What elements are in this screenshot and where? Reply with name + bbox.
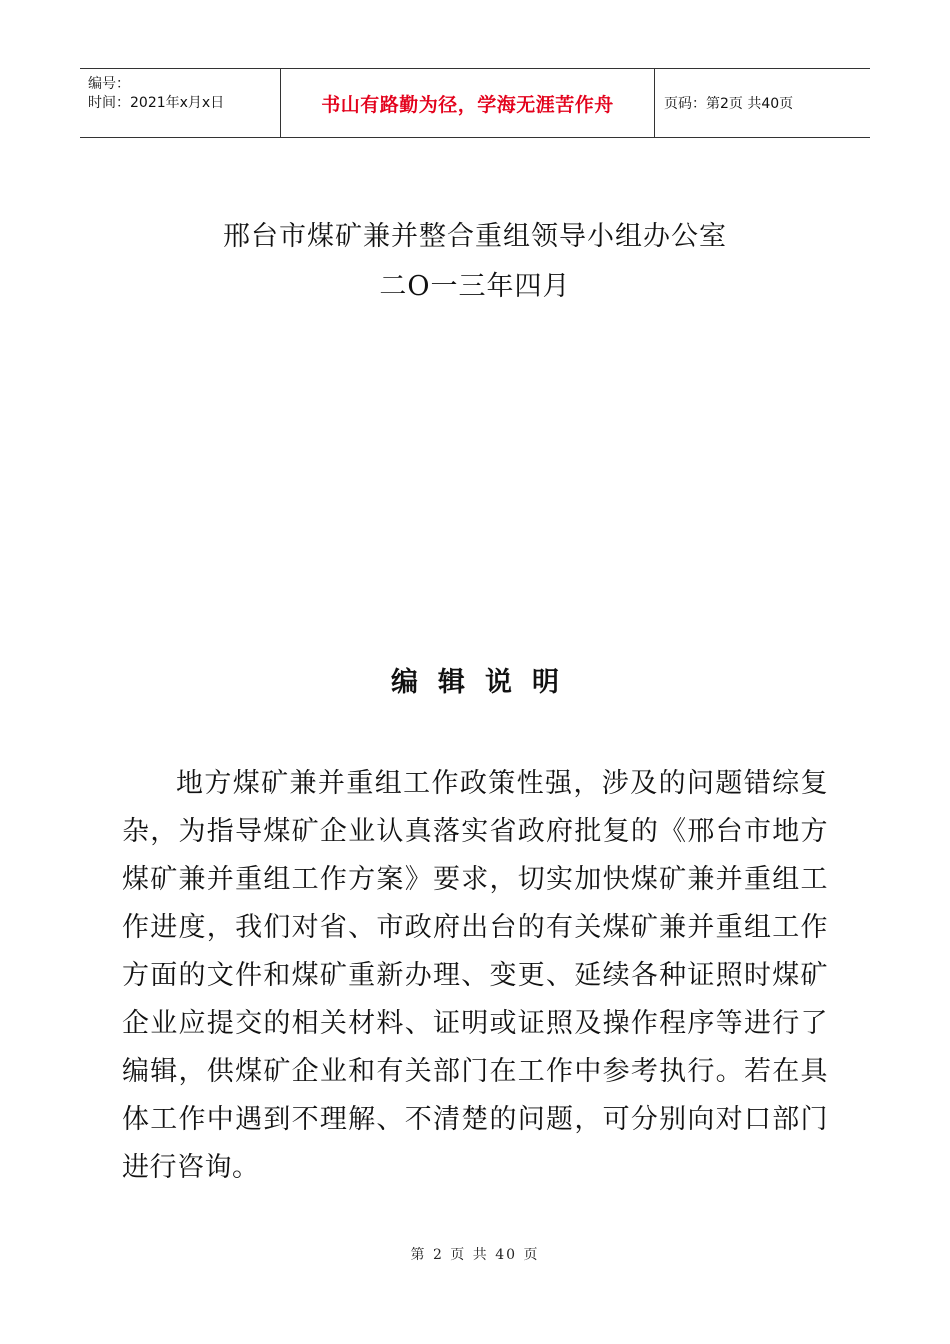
header-page-info: 页码：第2页 共40页 (664, 96, 794, 112)
header-meta (80, 69, 280, 137)
organization-name: 邢台市煤矿兼并整合重组领导小组办公室 (223, 221, 727, 252)
cover-title-block (0, 212, 950, 312)
page-footer: 第 2 页 共 40 页 (410, 1247, 540, 1263)
document-time-label: 时间：2021年x月x日 (88, 95, 225, 111)
editorial-note-paragraph: 地方煤矿兼并重组工作政策性强，涉及的问题错综复杂，为指导煤矿企业认真落实省政府批复的《邢台市地方煤矿兼并重组工作方案》要求，切实加快煤矿兼并重组工作进度，我们对省、市政府出台的有关煤矿兼并重组工作方面的文件和煤矿重新办理、变更、延续各种证照时煤矿企业应提交的相关材料、证明或证照及操作程序等进行了编辑，供煤矿企业和有关部门在工作中参考执行。若在具体工作中遇到不理解、不清楚的问题，可分别向对口部门进行咨询。 (122, 768, 828, 1183)
page-header (80, 68, 870, 138)
header-motto: 书山有路勤为径，学海无涯苦作舟 (280, 69, 655, 137)
issue-date: 二O一三年四月 (379, 271, 571, 302)
document-number-label: 编号： (88, 76, 130, 92)
section-heading: 编辑说明 (391, 667, 579, 698)
